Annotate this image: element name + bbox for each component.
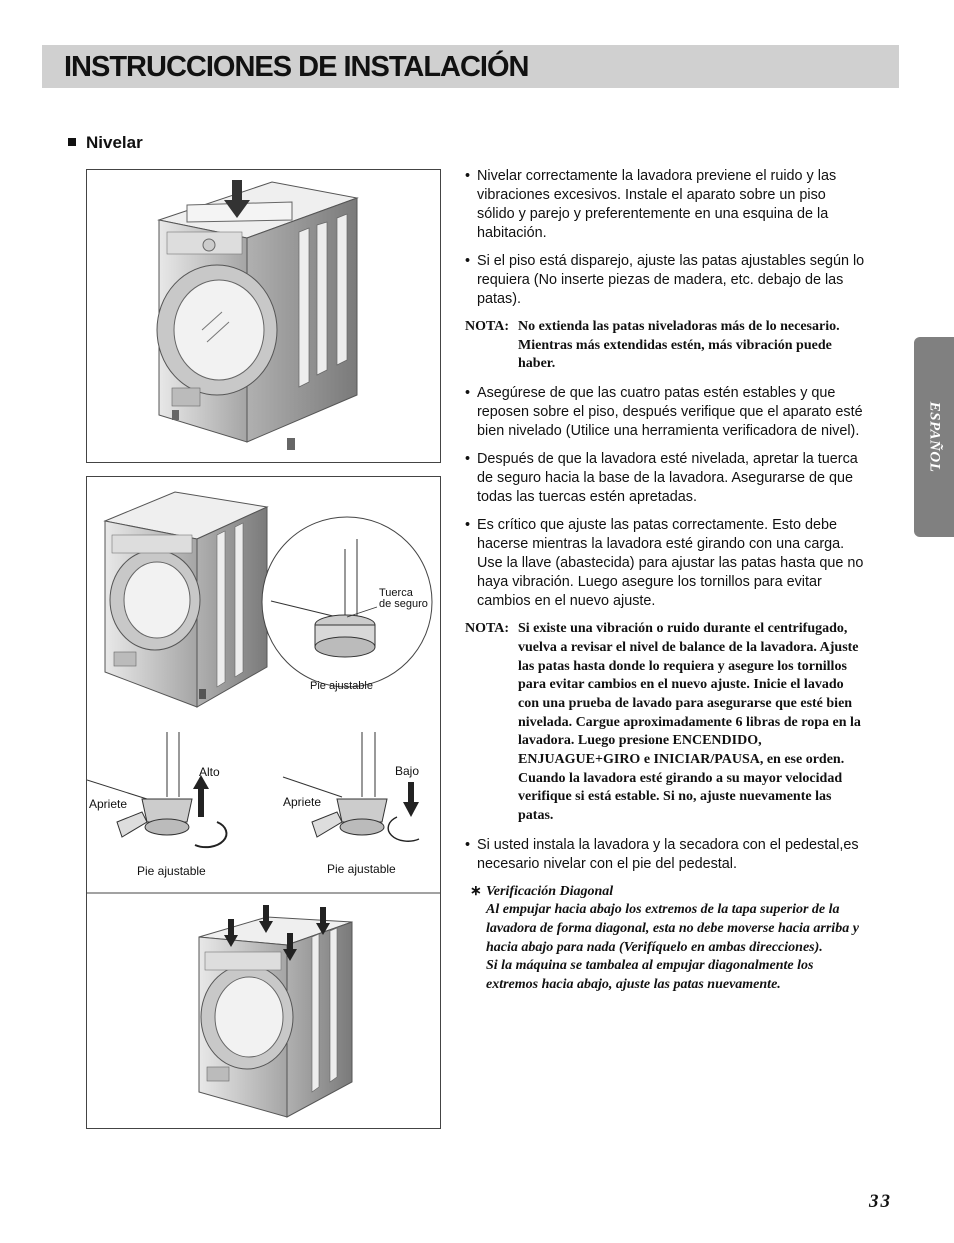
bullet-item: • Es crítico que ajuste las patas correctamente. Esto debe hacerse mientras la lavadora esté girando con una carga. Use la llave (abastecida) para ajustar las patas hasta que no haya vibración. Luego asegure los tornillos para evitar cambios en el nuevo ajuste. xyxy=(465,517,864,610)
bullet-item: • Nivelar correctamente la lavadora previene el ruido y las vibraciones excesivos. Instale el aparato sobre un piso sólido y parejo y preferentemente en una esquina de la habitación. xyxy=(465,168,837,241)
bullet-item: • Si el piso está disparejo, ajuste las patas ajustables según lo requiera (No inserte piezas de madera, etc. debajo de las patas). xyxy=(465,253,865,307)
right-foot-label: Pie ajustable xyxy=(327,862,396,876)
figure-washer-top-push xyxy=(86,169,441,463)
diagonal-check-text-2: Si la máquina se tambalea al empujar diagonalmente los extremos hacia abajo, ajuste las patas nuevamente. xyxy=(486,958,814,992)
bullet-text: Asegúrese de que las cuatro patas estén estables y que reposen sobre el piso, después verifique que el aparato esté bien nivelado (Utilice una herramienta verificadora de nivel). xyxy=(477,385,863,440)
page-title: INSTRUCCIONES DE INSTALACIÓN xyxy=(64,51,529,83)
left-foot-label: Pie ajustable xyxy=(137,864,206,878)
section-heading-text: Nivelar xyxy=(86,133,143,152)
instructions-text xyxy=(465,167,867,994)
note-label: NOTA: xyxy=(465,621,510,637)
right-tighten-label: Apriete xyxy=(283,795,322,809)
diagonal-check-note xyxy=(465,883,867,995)
washer-illustration-1 xyxy=(87,170,440,462)
note-block xyxy=(465,318,867,374)
bullet-text: Después de que la lavadora esté nivelada, apretar la tuerca de seguro hacia la base de la lavadora. Asegurarse de que todas las tuercas estén apretadas. xyxy=(477,451,858,506)
note-text: No extienda las patas niveladoras más de lo necesario. Mientras más extendidas estén, más vibración puede haber. xyxy=(518,319,840,372)
note-label: NOTA: xyxy=(465,319,510,334)
nut-callout-label-2: de seguro xyxy=(379,598,428,610)
diagonal-check-text-1: Al empujar hacia abajo los extremos de la tapa superior de la lavadora de forma diagonal, esta no debe moverse hacia arriba y hacia abajo para nada (Verifíquelo en ambas direcciones). xyxy=(486,902,859,955)
washer-illustration-2 xyxy=(87,477,440,1128)
bullet-item: • Después de que la lavadora esté nivelada, apretar la tuerca de seguro hacia la base de la lavadora. Asegurarse de que todas las tuercas estén apretadas. xyxy=(465,451,858,506)
asterisk-icon: ∗ xyxy=(470,883,482,899)
bullet-item: • Si usted instala la lavadora y la secadora con el pedestal,es necesario nivelar con el pie del pedestal. xyxy=(465,836,859,872)
bullet-item: • Asegúrese de que las cuatro patas estén estables y que reposen sobre el piso, después verifique que el aparato esté bien nivelado (Utilice una herramienta verificadora de nivel). xyxy=(465,385,863,440)
figure-leveling-feet xyxy=(86,476,441,1129)
language-side-tab xyxy=(914,337,954,537)
bullet-text: Si el piso está disparejo, ajuste las patas ajustables según lo requiera (No inserte piezas de madera, etc. debajo de las patas). xyxy=(477,253,865,307)
note-block xyxy=(465,620,867,826)
left-tighten-label: Apriete xyxy=(89,797,128,811)
foot-callout-label: Pie ajustable xyxy=(310,680,373,692)
bullet-text: Es crítico que ajuste las patas correctamente. Esto debe hacerse mientras la lavadora esté girando con una carga. Use la llave (abastecida) para ajustar las patas hasta que no haya vibración. Luego asegure los tornillos para evitar cambios en el nuevo ajuste. xyxy=(477,517,864,610)
left-up-label: Alto xyxy=(199,765,220,779)
section-heading xyxy=(68,133,143,153)
bullet-text: Si usted instala la lavadora y la secadora con el pedestal,es necesario nivelar con el pie del pedestal. xyxy=(477,836,859,872)
language-label: ESPAÑOL xyxy=(926,401,943,473)
page-number: 33 xyxy=(869,1191,892,1212)
nut-callout-label: Tuerca xyxy=(379,587,413,599)
diagonal-check-title: Verificación Diagonal xyxy=(486,883,614,899)
bullet-text: Nivelar correctamente la lavadora previene el ruido y las vibraciones excesivos. Instale el aparato sobre un piso sólido y parejo y preferentemente en una esquina de la habitación. xyxy=(477,168,837,241)
right-down-label: Bajo xyxy=(395,764,420,778)
note-text: Si existe una vibración o ruido durante el centrifugado, vuelva a revisar el nivel de balance de la lavadora. Ajuste las patas hasta donde lo requiera y asegure los tornillos para evitar cambios en el nuevo ajuste. Inicie el lavado con una prueba de lavado para asegurarse que esté bien nivelada. Cargue aproximadamente 6 libras de ropa en la lavadora. Luego presione ENCENDIDO, ENJUAGUE+GIRO e INICIAR/PAUSA, en ese orden. Cuando la lavadora esté girando a su mayor velocidad verifique si está estable. Si no, ajuste nuevamente las patas. xyxy=(518,621,861,824)
square-bullet-icon xyxy=(68,138,76,146)
